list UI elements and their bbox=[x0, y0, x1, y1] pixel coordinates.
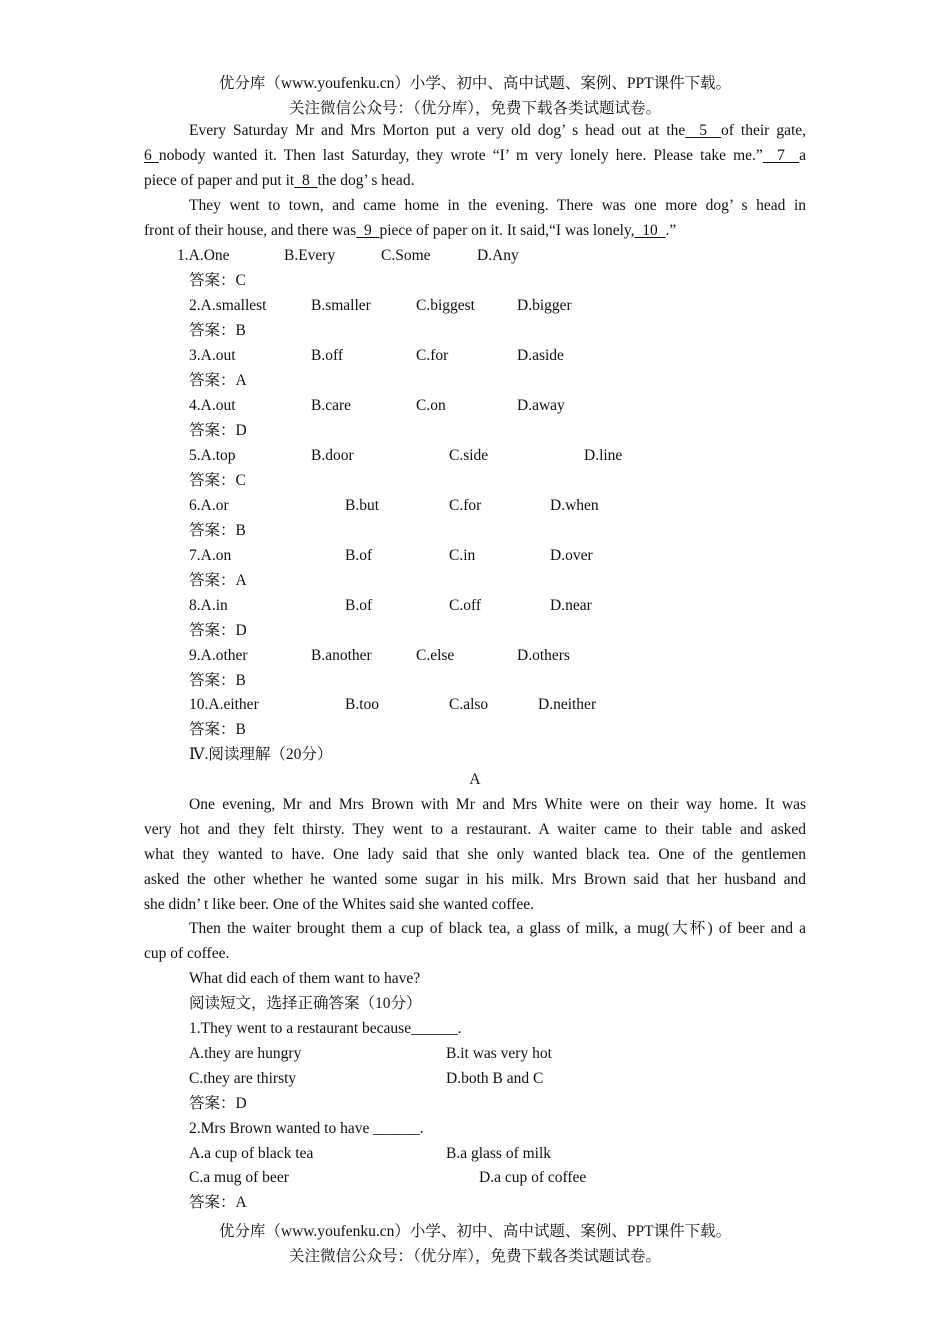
reading-line: Then the waiter brought them a cup of black tea, a glass of milk, a mug(大杯) of beer and a bbox=[189, 920, 806, 937]
option-c: C.for bbox=[416, 347, 449, 364]
text: a bbox=[799, 147, 807, 164]
option-b: B.of bbox=[345, 597, 373, 614]
blank-8: 8 bbox=[294, 172, 318, 189]
answer: 答案：A bbox=[189, 372, 247, 389]
option-a: 2.A.smallest bbox=[189, 297, 267, 314]
header-line-1: 优分库（www.youfenku.cn）小学、初中、高中试题、案例、PPT课件下载。 bbox=[218, 75, 732, 92]
question-1: 1.They went to a restaurant because______. bbox=[189, 1020, 462, 1037]
text: Every Saturday Mr and Mrs Morton put a very old dog’ s head out at the bbox=[189, 122, 686, 139]
reading-line: asked the other whether he wanted some sugar in his milk. Mrs Brown said that her husband and bbox=[144, 871, 806, 888]
answer: 答案：D bbox=[189, 622, 247, 639]
option-c: C.else bbox=[416, 647, 455, 664]
passage-line bbox=[144, 146, 806, 166]
text: piece of paper on it. It said,“I was lonely, bbox=[379, 222, 635, 239]
option-c: C.they are thirsty bbox=[189, 1070, 297, 1087]
option-c: C.biggest bbox=[416, 297, 475, 314]
option-d: D.bigger bbox=[517, 297, 572, 314]
instruction: 阅读短文，选择正确答案（10分） bbox=[189, 995, 422, 1012]
option-b: B.too bbox=[345, 696, 380, 713]
section-title: Ⅳ.阅读理解（20分） bbox=[189, 746, 333, 763]
text: nobody wanted it. Then last Saturday, they wrote “I’ m very lonely here. Please take me.” bbox=[158, 147, 763, 164]
footer-line-1: 优分库（www.youfenku.cn）小学、初中、高中试题、案例、PPT课件下载。 bbox=[218, 1223, 732, 1240]
option-c: C.side bbox=[449, 447, 489, 464]
option-c: C.Some bbox=[381, 247, 431, 264]
option-d: D.neither bbox=[538, 696, 597, 713]
blank-9: 9 bbox=[356, 222, 380, 239]
answer: 答案：D bbox=[189, 422, 247, 439]
option-a: 7.A.on bbox=[189, 547, 232, 564]
text: piece of paper and put it bbox=[144, 172, 295, 189]
option-c: C.off bbox=[449, 597, 482, 614]
text: front of their house, and there was bbox=[144, 222, 357, 239]
reading-line: What did each of them want to have? bbox=[189, 970, 421, 987]
option-a: 3.A.out bbox=[189, 347, 236, 364]
answer: 答案：B bbox=[189, 322, 246, 339]
option-a: 10.A.either bbox=[189, 696, 259, 713]
option-b: B.smaller bbox=[311, 297, 371, 314]
answer: 答案：A bbox=[189, 572, 247, 589]
option-d: D.others bbox=[517, 647, 570, 664]
option-b: B.door bbox=[311, 447, 354, 464]
footer-line-2: 关注微信公众号：（优分库），免费下载各类试题试卷。 bbox=[288, 1248, 661, 1265]
answer: 答案：B bbox=[189, 672, 246, 689]
option-b: B.care bbox=[311, 397, 352, 414]
option-d: D.Any bbox=[477, 247, 519, 264]
option-d: D.over bbox=[550, 547, 593, 564]
blank-10: 10 bbox=[634, 222, 666, 239]
text: of their gate, bbox=[721, 122, 807, 139]
option-d: D.away bbox=[517, 397, 565, 414]
option-c: C.in bbox=[449, 547, 476, 564]
option-c: C.on bbox=[416, 397, 446, 414]
text: the dog’ s head. bbox=[317, 172, 415, 189]
answer: 答案：B bbox=[189, 522, 246, 539]
reading-line: cup of coffee. bbox=[144, 945, 230, 962]
option-a: A.a cup of black tea bbox=[189, 1145, 314, 1162]
header-line-2: 关注微信公众号：（优分库），免费下载各类试题试卷。 bbox=[288, 100, 661, 117]
option-a: 8.A.in bbox=[189, 597, 228, 614]
answer: 答案：B bbox=[189, 721, 246, 738]
answer: 答案：C bbox=[189, 272, 246, 289]
option-b: B.but bbox=[345, 497, 380, 514]
blank-7: 7 bbox=[762, 147, 800, 164]
answer: 答案：C bbox=[189, 472, 246, 489]
reading-line: she didn’ t like beer. One of the Whites said she wanted coffee. bbox=[144, 896, 534, 913]
question-2: 2.Mrs Brown wanted to have ______. bbox=[189, 1120, 424, 1137]
option-b: B.of bbox=[345, 547, 373, 564]
answer: 答案：D bbox=[189, 1095, 247, 1112]
option-c: C.for bbox=[449, 497, 482, 514]
option-d: D.a cup of coffee bbox=[479, 1169, 587, 1186]
option-a: 1.A.One bbox=[177, 247, 230, 264]
option-d: D.line bbox=[584, 447, 623, 464]
passage-line bbox=[144, 171, 414, 191]
option-d: D.near bbox=[550, 597, 592, 614]
option-c: C.also bbox=[449, 696, 489, 713]
option-a: 5.A.top bbox=[189, 447, 236, 464]
option-d: D.when bbox=[550, 497, 599, 514]
option-b: B.a glass of milk bbox=[446, 1145, 552, 1162]
passage-line bbox=[144, 121, 806, 141]
option-b: B.it was very hot bbox=[446, 1045, 552, 1062]
option-c: C.a mug of beer bbox=[189, 1169, 289, 1186]
option-a: 6.A.or bbox=[189, 497, 229, 514]
blank-6: 6 bbox=[144, 147, 159, 164]
option-b: B.Every bbox=[284, 247, 336, 264]
option-a: A.they are hungry bbox=[189, 1045, 302, 1062]
reading-line: One evening, Mr and Mrs Brown with Mr and Mrs White were on their way home. It was bbox=[189, 796, 806, 813]
passage-line: They went to town, and came home in the evening. There was one more dog’ s head in bbox=[189, 197, 806, 214]
text: .” bbox=[665, 222, 677, 239]
reading-line: very hot and they felt thirsty. They went to a restaurant. A waiter came to their table and asked bbox=[144, 821, 806, 838]
passage-line bbox=[144, 221, 676, 241]
option-b: B.off bbox=[311, 347, 344, 364]
blank-5: 5 bbox=[685, 122, 722, 139]
option-a: 4.A.out bbox=[189, 397, 236, 414]
section-subtitle: A bbox=[469, 771, 481, 788]
option-b: B.another bbox=[311, 647, 372, 664]
answer: 答案：A bbox=[189, 1194, 247, 1211]
option-d: D.both B and C bbox=[446, 1070, 544, 1087]
option-d: D.aside bbox=[517, 347, 564, 364]
option-a: 9.A.other bbox=[189, 647, 248, 664]
reading-line: what they wanted to have. One lady said that she only wanted black tea. One of the gentlemen bbox=[144, 846, 806, 863]
